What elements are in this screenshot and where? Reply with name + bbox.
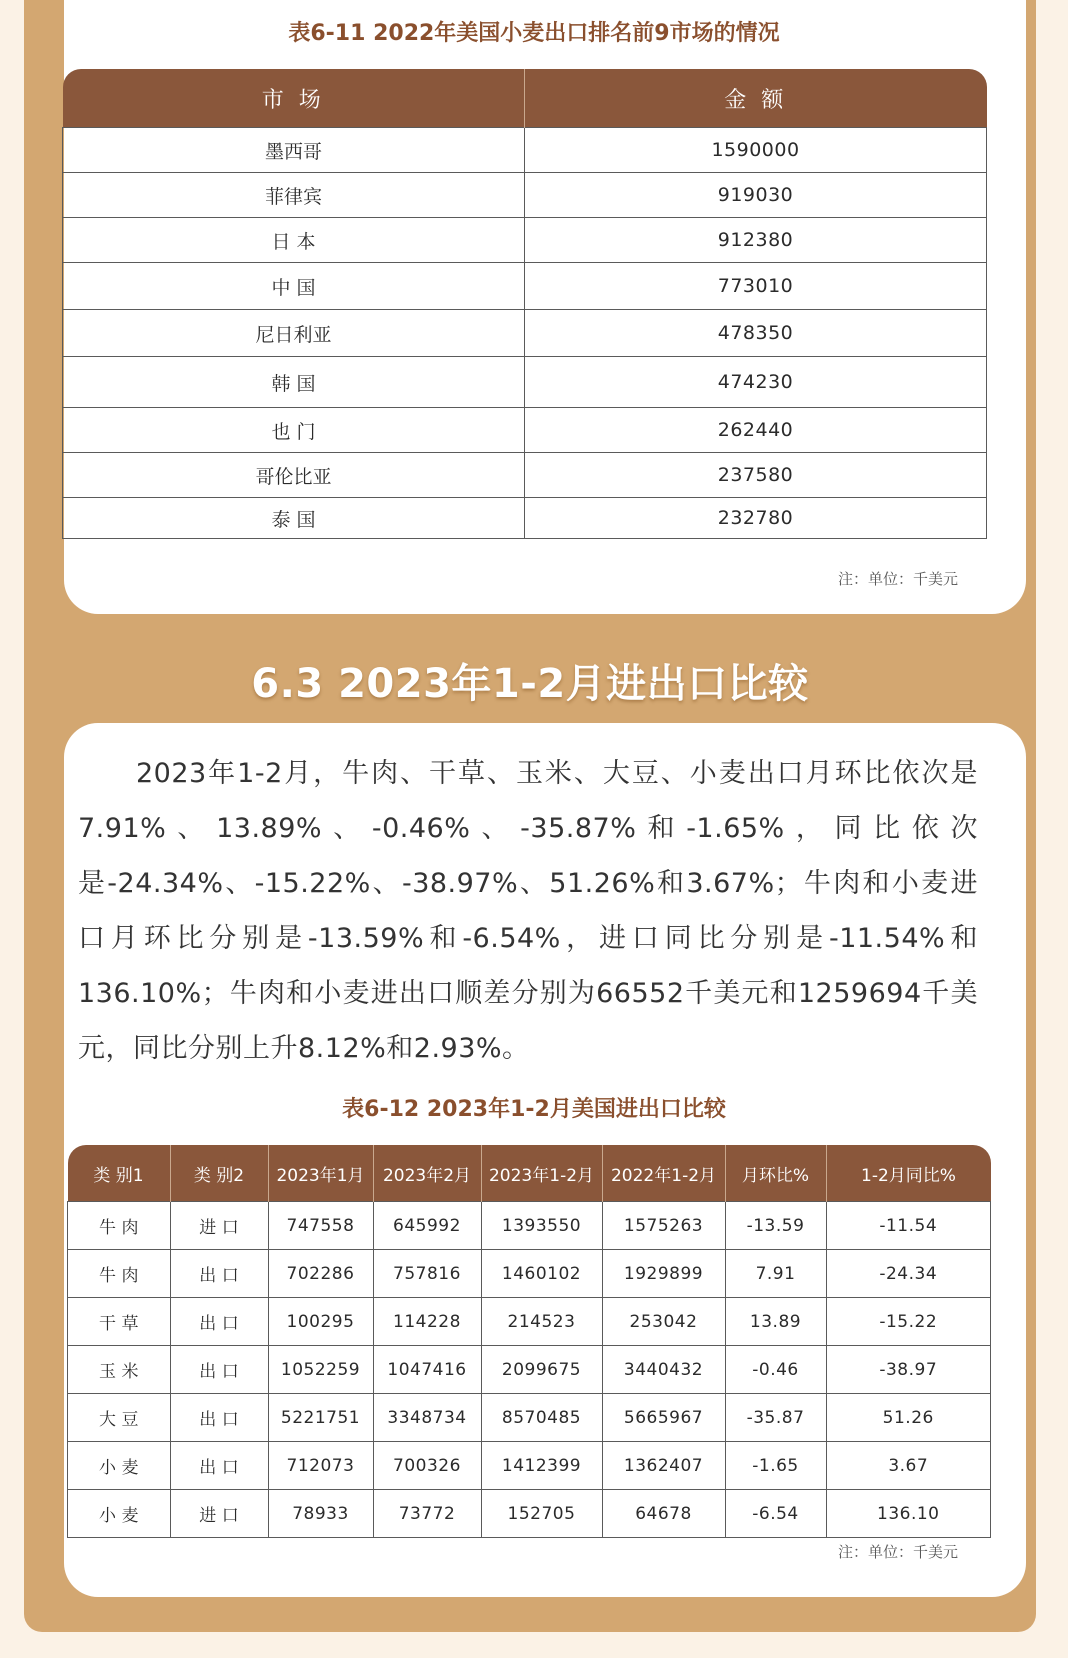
- table1-header-amount: 金 额: [525, 69, 987, 128]
- table2-cell-jan: 5221751: [268, 1394, 373, 1442]
- table2-cell-2022-jan-feb: 1575263: [602, 1202, 725, 1250]
- table2-cell-feb: 757816: [373, 1250, 481, 1298]
- table2-title: 表6-12 2023年1-2月美国进出口比较: [342, 1097, 726, 1122]
- table2-cell-mom: -6.54: [725, 1490, 826, 1538]
- table1-cell-amount: 237580: [525, 453, 987, 498]
- table2-cell-2023-jan-feb: 1412399: [481, 1442, 602, 1490]
- table1-cell-market: 哥伦比亚: [63, 453, 525, 498]
- table2-cell-2022-jan-feb: 3440432: [602, 1346, 725, 1394]
- table2-header-cat2: 类 别2: [170, 1145, 268, 1202]
- table1-note: 注：单位：千美元: [837, 570, 958, 588]
- table2-cell-yoy: -38.97: [826, 1346, 991, 1394]
- table1-cell-market: 尼日利亚: [63, 310, 525, 357]
- table1-title: 表6-11 2022年美国小麦出口排名前9市场的情况: [288, 21, 780, 46]
- table1-row: [63, 453, 987, 498]
- table2-note: 注：单位：千美元: [837, 1543, 958, 1561]
- table2: [67, 1145, 991, 1538]
- table2-cell-feb: 73772: [373, 1490, 481, 1538]
- table2-cell-jan: 747558: [268, 1202, 373, 1250]
- table2-cell-mom: -1.65: [725, 1442, 826, 1490]
- table1-cell-market: 泰 国: [63, 498, 525, 539]
- table1-row: [63, 128, 987, 173]
- table2-cell-cat2: 出 口: [170, 1250, 268, 1298]
- table1-cell-amount: 474230: [525, 357, 987, 408]
- table2-cell-yoy: 3.67: [826, 1442, 991, 1490]
- table2-cell-cat1: 小 麦: [68, 1490, 171, 1538]
- table2-row: [68, 1346, 991, 1394]
- section-paragraph: 2023年1-2月，牛肉、干草、玉米、大豆、小麦出口月环比依次是7.91%、13.89%、-0.46%、-35.87%和-1.65%，同比依次是-24.34%、-15.22%、-38.97%、51.26%和3.67%；牛肉和小麦进口月环比分别是-13.59%和-6.54%，进口同比分别是-11.54%和136.10%；牛肉和小麦进出口顺差分别为66552千美元和1259694千美元，同比分别上升8.12%和2.93%。: [78, 758, 978, 1064]
- table2-row: [68, 1394, 991, 1442]
- table2-header-yoy: 1-2月同比%: [826, 1145, 991, 1202]
- table2-cell-2022-jan-feb: 5665967: [602, 1394, 725, 1442]
- section-title: 6.3 2023年1-2月进出口比较: [251, 661, 809, 707]
- table2-cell-cat1: 牛 肉: [68, 1202, 171, 1250]
- table2-cell-cat1: 玉 米: [68, 1346, 171, 1394]
- table1-cell-market: 也 门: [63, 408, 525, 453]
- table2-cell-yoy: 136.10: [826, 1490, 991, 1538]
- table2-header-cat1: 类 别1: [68, 1145, 171, 1202]
- table2-cell-mom: 7.91: [725, 1250, 826, 1298]
- table2-cell-feb: 700326: [373, 1442, 481, 1490]
- table2-header-2023-jan-feb: 2023年1-2月: [481, 1145, 602, 1202]
- table2-cell-mom: 13.89: [725, 1298, 826, 1346]
- table2-cell-cat2: 出 口: [170, 1298, 268, 1346]
- table2-cell-jan: 100295: [268, 1298, 373, 1346]
- table2-cell-feb: 3348734: [373, 1394, 481, 1442]
- table2-cell-jan: 78933: [268, 1490, 373, 1538]
- table2-cell-yoy: -11.54: [826, 1202, 991, 1250]
- table2-cell-cat1: 牛 肉: [68, 1250, 171, 1298]
- table2-cell-mom: -13.59: [725, 1202, 826, 1250]
- table1-cell-amount: 262440: [525, 408, 987, 453]
- table1-row: [63, 263, 987, 310]
- table2-header-jan: 2023年1月: [268, 1145, 373, 1202]
- table2-cell-cat1: 干 草: [68, 1298, 171, 1346]
- table1-cell-amount: 773010: [525, 263, 987, 310]
- table1-cell-market: 韩 国: [63, 357, 525, 408]
- table2-cell-cat2: 出 口: [170, 1394, 268, 1442]
- table2-cell-yoy: 51.26: [826, 1394, 991, 1442]
- table2-row: [68, 1490, 991, 1538]
- table2-cell-feb: 114228: [373, 1298, 481, 1346]
- table2-cell-2022-jan-feb: 253042: [602, 1298, 725, 1346]
- table2-header-mom: 月环比%: [725, 1145, 826, 1202]
- table1-cell-market: 墨西哥: [63, 128, 525, 173]
- table2-header-2022-jan-feb: 2022年1-2月: [602, 1145, 725, 1202]
- table2-header-feb: 2023年2月: [373, 1145, 481, 1202]
- table2-cell-2023-jan-feb: 8570485: [481, 1394, 602, 1442]
- table2-cell-cat2: 出 口: [170, 1346, 268, 1394]
- table2-cell-2022-jan-feb: 1929899: [602, 1250, 725, 1298]
- table2-cell-mom: -0.46: [725, 1346, 826, 1394]
- table2-cell-cat1: 大 豆: [68, 1394, 171, 1442]
- table1-row: [63, 498, 987, 539]
- table2-row: [68, 1298, 991, 1346]
- table2-cell-jan: 712073: [268, 1442, 373, 1490]
- table1-cell-market: 菲律宾: [63, 173, 525, 218]
- table2-cell-yoy: -24.34: [826, 1250, 991, 1298]
- table2-cell-feb: 1047416: [373, 1346, 481, 1394]
- table1-cell-amount: 1590000: [525, 128, 987, 173]
- table2-cell-cat2: 出 口: [170, 1442, 268, 1490]
- table2-cell-2023-jan-feb: 152705: [481, 1490, 602, 1538]
- table2-cell-cat2: 进 口: [170, 1202, 268, 1250]
- table2-cell-cat2: 进 口: [170, 1490, 268, 1538]
- table2-row: [68, 1442, 991, 1490]
- table2-row: [68, 1202, 991, 1250]
- table2-cell-2023-jan-feb: 214523: [481, 1298, 602, 1346]
- table2-cell-2022-jan-feb: 64678: [602, 1490, 725, 1538]
- table1-row: [63, 310, 987, 357]
- table2-cell-mom: -35.87: [725, 1394, 826, 1442]
- table1-cell-market: 日 本: [63, 218, 525, 263]
- table2-cell-feb: 645992: [373, 1202, 481, 1250]
- table1-row: [63, 218, 987, 263]
- table2-cell-2023-jan-feb: 1460102: [481, 1250, 602, 1298]
- table1-cell-amount: 912380: [525, 218, 987, 263]
- table1-row: [63, 357, 987, 408]
- table1: [62, 69, 987, 539]
- table2-row: [68, 1250, 991, 1298]
- table2-cell-jan: 702286: [268, 1250, 373, 1298]
- table2-cell-2023-jan-feb: 2099675: [481, 1346, 602, 1394]
- table1-cell-amount: 919030: [525, 173, 987, 218]
- table1-cell-market: 中 国: [63, 263, 525, 310]
- table2-cell-yoy: -15.22: [826, 1298, 991, 1346]
- table1-row: [63, 408, 987, 453]
- table2-cell-jan: 1052259: [268, 1346, 373, 1394]
- table2-cell-2023-jan-feb: 1393550: [481, 1202, 602, 1250]
- table1-row: [63, 173, 987, 218]
- table1-cell-amount: 232780: [525, 498, 987, 539]
- table1-header-market: 市 场: [63, 69, 525, 128]
- table2-cell-2022-jan-feb: 1362407: [602, 1442, 725, 1490]
- table1-cell-amount: 478350: [525, 310, 987, 357]
- table2-cell-cat1: 小 麦: [68, 1442, 171, 1490]
